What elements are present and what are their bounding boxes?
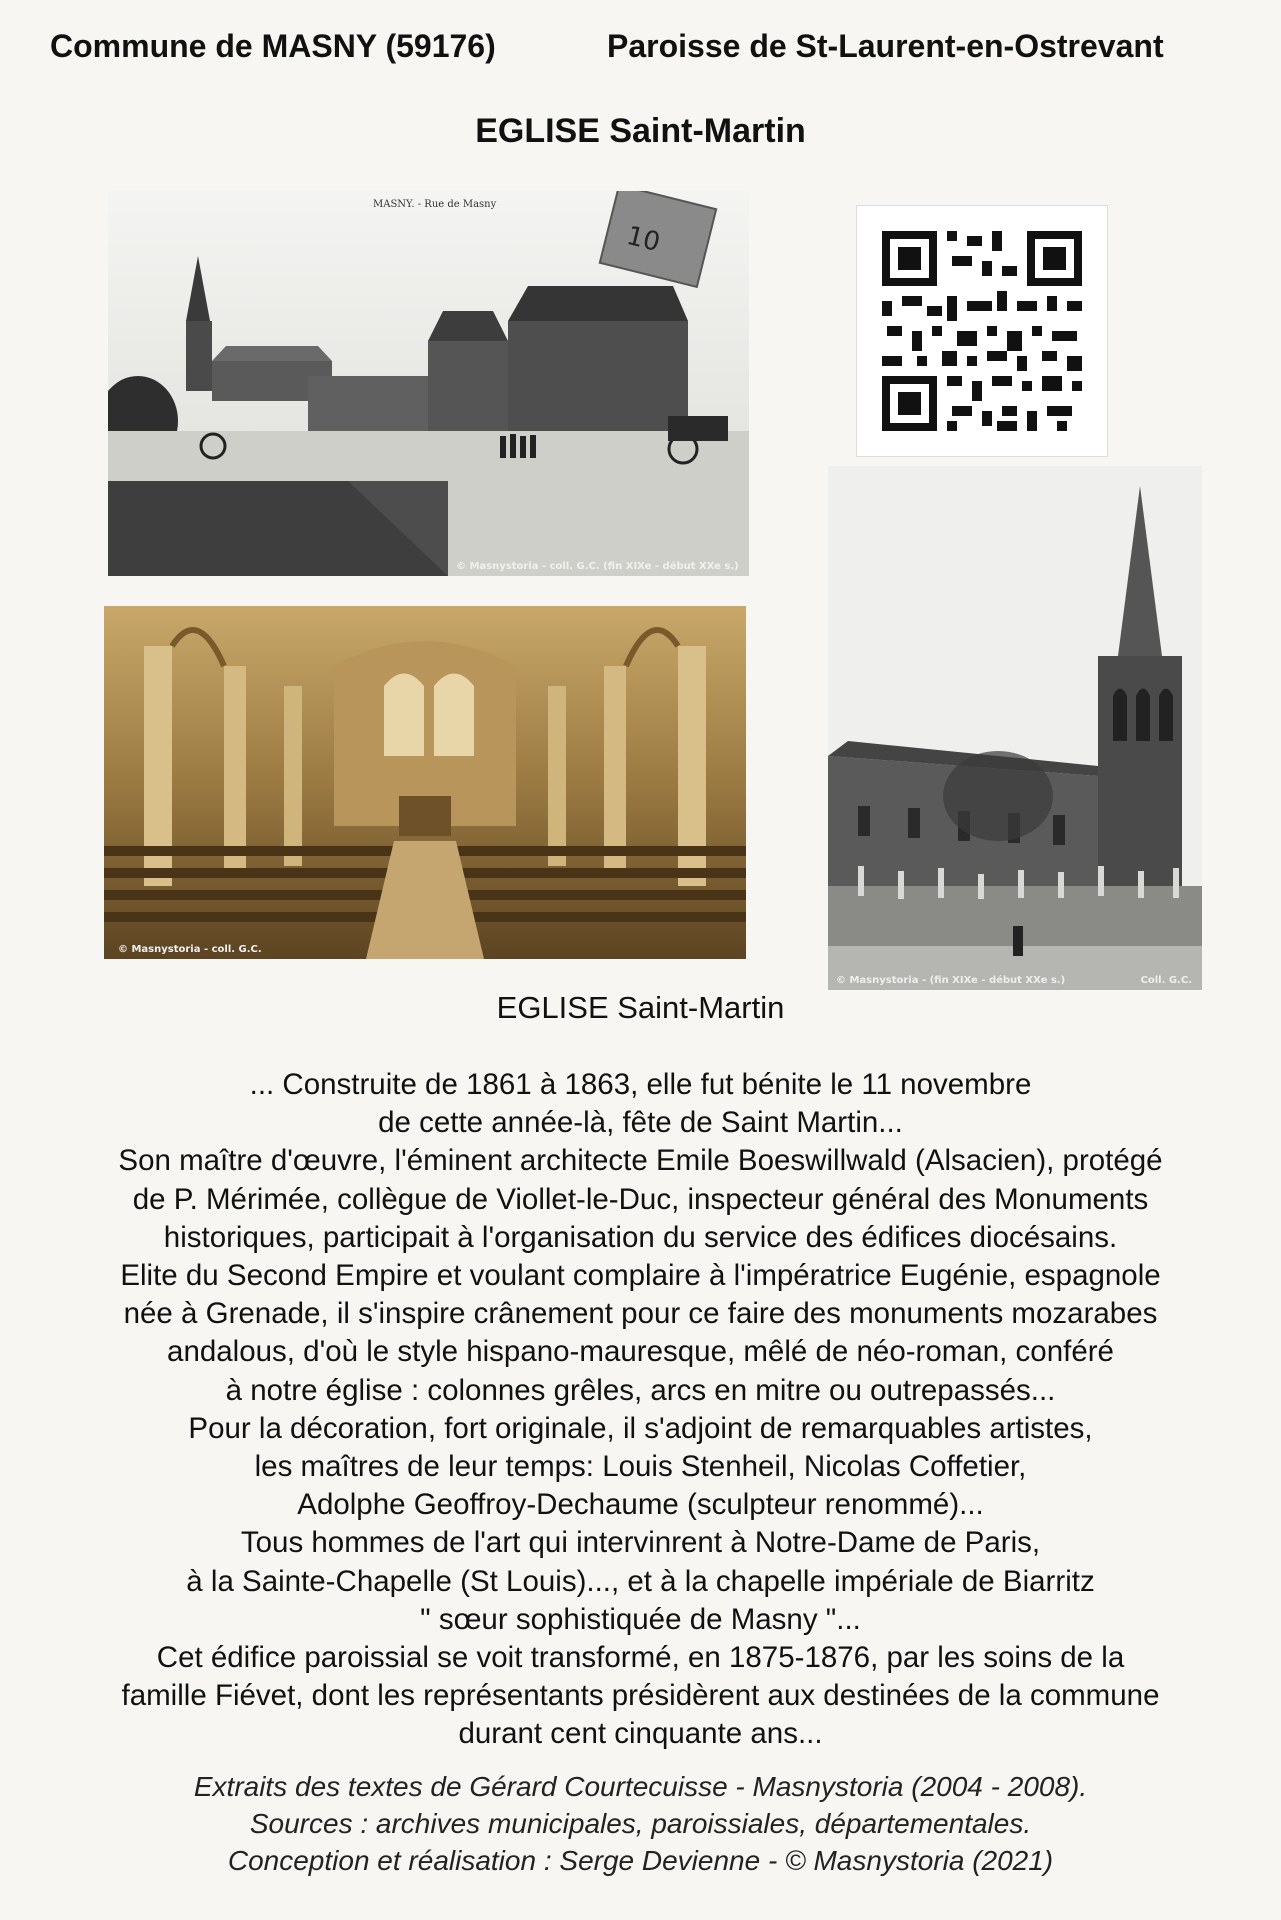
header-commune: Commune de MASNY (59176)	[50, 28, 496, 64]
qr-code-icon[interactable]	[856, 205, 1108, 457]
body-line: Elite du Second Empire et voulant complaire à l'impératrice Eugénie, espagnole	[120, 1259, 1161, 1293]
body-text	[20, 1066, 1261, 1754]
body-line: andalous, d'où le style hispano-mauresque, mêlé de néo-roman, conféré	[167, 1335, 1114, 1369]
body-line: durant cent cinquante ans...	[458, 1717, 823, 1751]
street-photo-caption: © Masnystoria - coll. G.C. (fin XIXe - début XXe s.)	[456, 561, 739, 572]
body-line: les maîtres de leur temps: Louis Stenheil, Nicolas Coffetier,	[254, 1450, 1027, 1484]
body-line: famille Fiévet, dont les représentants présidèrent aux destinées de la commune	[121, 1679, 1160, 1713]
stamp-value: 10	[623, 220, 663, 259]
body-line: Adolphe Geoffroy-Dechaume (sculpteur renommé)...	[297, 1488, 984, 1522]
body-line: de P. Mérimée, collègue de Viollet-le-Duc, inspecteur général des Monuments	[132, 1182, 1149, 1216]
credit-line: Conception et réalisation : Serge Devienne - © Masnystoria (2021)	[227, 1845, 1054, 1876]
body-line: Son maître d'œuvre, l'éminent architecte Emile Boeswillwald (Alsacien), protégé	[118, 1144, 1163, 1178]
postcard-header: MASNY. - Rue de Masny	[373, 199, 497, 210]
body-line: à la Sainte-Chapelle (St Louis)..., et à la chapelle impériale de Biarritz	[186, 1564, 1095, 1598]
credit-line: Extraits des textes de Gérard Courtecuisse - Masnystoria (2004 - 2008).	[193, 1771, 1088, 1802]
interior-photo	[104, 606, 746, 959]
body-line: à notre église : colonnes grêles, arcs en mitre ou outrepassés...	[225, 1373, 1056, 1407]
credits	[0, 1768, 1281, 1879]
body-line: " sœur sophistiquée de Masny "...	[420, 1602, 861, 1636]
credit-line: Sources : archives municipales, paroissiales, départementales.	[249, 1808, 1032, 1839]
body-line: historiques, participait à l'organisation du service des édifices diocésains.	[163, 1220, 1118, 1254]
body-line: Cet édifice paroissial se voit transformé, en 1875-1876, par les soins de la	[156, 1641, 1125, 1675]
church-photo-caption-right: Coll. G.C.	[1140, 975, 1192, 986]
body-line: Tous hommes de l'art qui intervinrent à Notre-Dame de Paris,	[240, 1526, 1041, 1560]
church-exterior-photo	[828, 466, 1202, 990]
section-subtitle: EGLISE Saint-Martin	[496, 990, 785, 1025]
body-line: née à Grenade, il s'inspire crânement pour ce faire des monuments mozarabes	[123, 1297, 1158, 1331]
page-title: EGLISE Saint-Martin	[475, 112, 806, 150]
body-line: Pour la décoration, fort originale, il s'adjoint de remarquables artistes,	[188, 1411, 1093, 1445]
street-postcard-photo	[108, 191, 749, 576]
church-photo-caption-left: © Masnystoria - (fin XIXe - début XXe s.)	[836, 975, 1066, 986]
body-line: de cette année-là, fête de Saint Martin...	[378, 1106, 903, 1140]
header-paroisse: Paroisse de St-Laurent-en-Ostrevant	[607, 28, 1164, 64]
interior-photo-caption: © Masnystoria - coll. G.C.	[118, 944, 262, 955]
body-line: ... Construite de 1861 à 1863, elle fut bénite le 11 novembre	[249, 1068, 1032, 1101]
qr-code-icon-graphic	[857, 206, 1107, 456]
